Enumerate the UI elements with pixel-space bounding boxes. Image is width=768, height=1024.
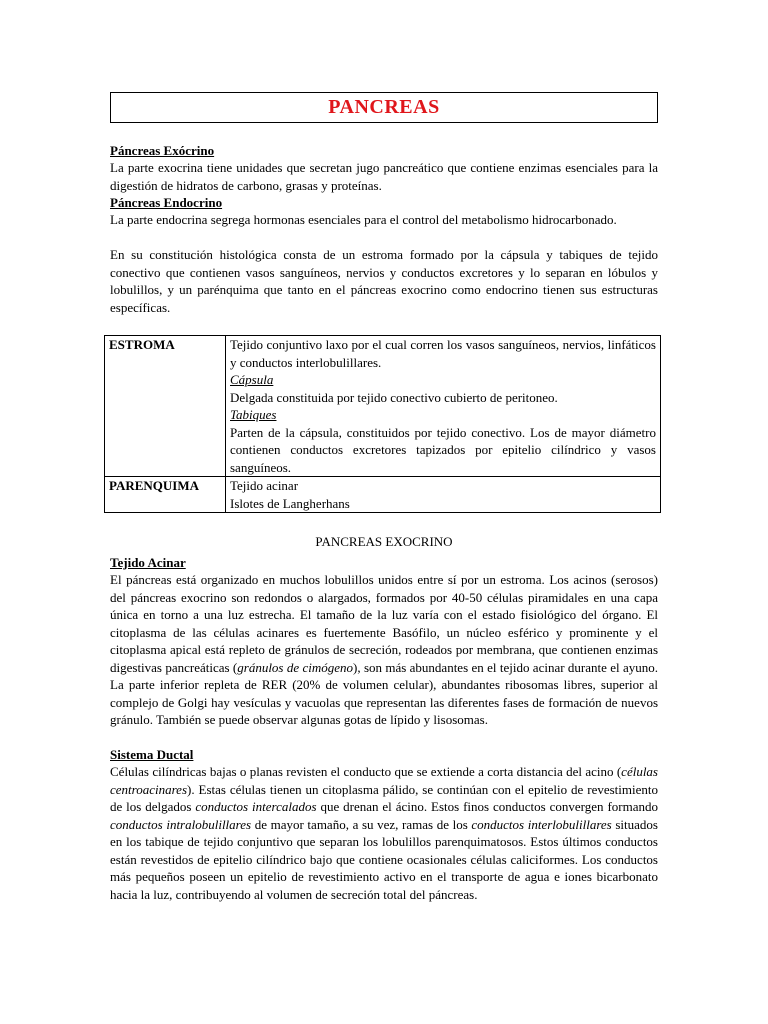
tabiques-label: Tabiques <box>230 407 277 422</box>
acinar-heading: Tejido Acinar <box>110 555 186 570</box>
parenquima-cell <box>226 477 661 513</box>
acinar-emphasis: gránulos de cimógeno <box>237 659 354 675</box>
ductal-text-part: ). Estas células tienen un citoplasma pálido, se continúan con el epitelio de revestimiento de los delgados <box>110 781 658 814</box>
ductal-emphasis: conductos interlobulillares <box>471 816 612 832</box>
structure-table <box>104 335 661 513</box>
ductal-text-part: situados en los tabique de tejido conjuntivo que separan los lobulillos parenquimatosos. Estos últimos conductos están revestidos de epitelio cilíndrico bajo que contiene ocasionales células caliciformes. Los conductos más pequeños poseen un epitelio de revestimiento activo en el transporte de agua e iones bicarbonato hacia la luz, contribuyendo al volumen de secreción total del páncreas. <box>110 816 658 902</box>
acinar-text-part: El páncreas está organizado en muchos lobulillos unidos entre sí por un estroma. Los acinos (serosos) del páncreas exocrino son redondos o alargados, formados por 40-50 células piramidales en una capa única en torno a una luz estrecha. El tamaño de la luz varía con el estado fisiológico del órgano. El citoplasma de las células acinares es fuertemente Basófilo, un núcleo esférico y prominente y el citoplasma apical está repleto de gránulos de secreción, rodeados por membrana, que contienen enzimas digestivas pancreáticas ( <box>110 572 658 675</box>
ductal-emphasis: conductos intercalados <box>195 799 317 814</box>
estroma-cell <box>226 336 661 477</box>
constitucion-text: En su constitución histológica consta de un estroma formado por la cápsula y tabiques de tejido conectivo que contienen vasos sanguíneos, nervios y conductos excretores y lo separan en lóbulos y lobulillos, y un parénquima que tanto en el páncreas exocrino como endocrino tienen sus estructuras específicas. <box>110 247 658 315</box>
ductal-text-part: que drenan el ácino. Estos finos conductos convergen formando <box>316 799 658 814</box>
exocrino-heading: Páncreas Exócrino <box>110 143 215 158</box>
capsula-label: Cápsula <box>230 372 274 387</box>
title-box <box>110 92 658 123</box>
ductal-emphasis: conductos intralobulillares <box>110 816 252 832</box>
parenquima-label: PARENQUIMA <box>105 477 226 513</box>
ductal-emphasis: células centroacinares <box>110 764 658 797</box>
acinar-text <box>110 571 658 729</box>
exocrino-text: La parte exocrina tiene unidades que secretan jugo pancreático que contiene enzimas esenciales para la digestión de hidratos de carbono, grasas y proteínas. <box>110 160 658 193</box>
table-row <box>105 336 661 477</box>
parenquima-line1: Tejido acinar <box>230 478 299 493</box>
document-upper <box>110 92 658 316</box>
table-row <box>105 477 661 513</box>
document-lower <box>110 533 658 903</box>
ductal-text-part: Células cilíndricas bajas o planas revisten el conducto que se extiende a corta distancia del acino ( <box>110 764 622 779</box>
endocrino-text: La parte endocrina segrega hormonas esenciales para el control del metabolismo hidrocarbonado. <box>110 212 617 227</box>
ductal-text <box>110 763 658 903</box>
capsula-text: Delgada constituida por tejido conectivo cubierto de peritoneo. <box>230 389 558 405</box>
page-title: PANCREAS <box>328 96 440 118</box>
section-title: PANCREAS EXOCRINO <box>315 534 453 549</box>
estroma-intro: Tejido conjuntivo laxo por el cual corren los vasos sanguíneos, nervios, linfáticos y conductos interlobulillares. <box>230 337 656 370</box>
acinar-text-part: ), son más abundantes en el tejido acinar durante el ayuno. La parte inferior repleta de RER (20% de volumen celular), abundantes ribosomas libres, superior al complejo de Golgi hay vesículas y vacuolas que representan las diferentes fases de formación de nuevos gránulo. También se puede observar algunas gotas de lípido y lisosomas. <box>110 659 658 727</box>
estroma-label: ESTROMA <box>105 336 226 477</box>
tabiques-text: Parten de la cápsula, constituidos por tejido conectivo. Los de mayor diámetro contienen conductos excretores tapizados por epitelio cilíndrico y vasos sanguíneos. <box>230 424 656 475</box>
ductal-heading: Sistema Ductal <box>110 747 194 762</box>
ductal-text-part: de mayor tamaño, a su vez, ramas de los <box>251 816 472 832</box>
endocrino-heading: Páncreas Endocrino <box>110 195 223 210</box>
parenquima-line2: Islotes de Langherhans <box>230 495 350 511</box>
